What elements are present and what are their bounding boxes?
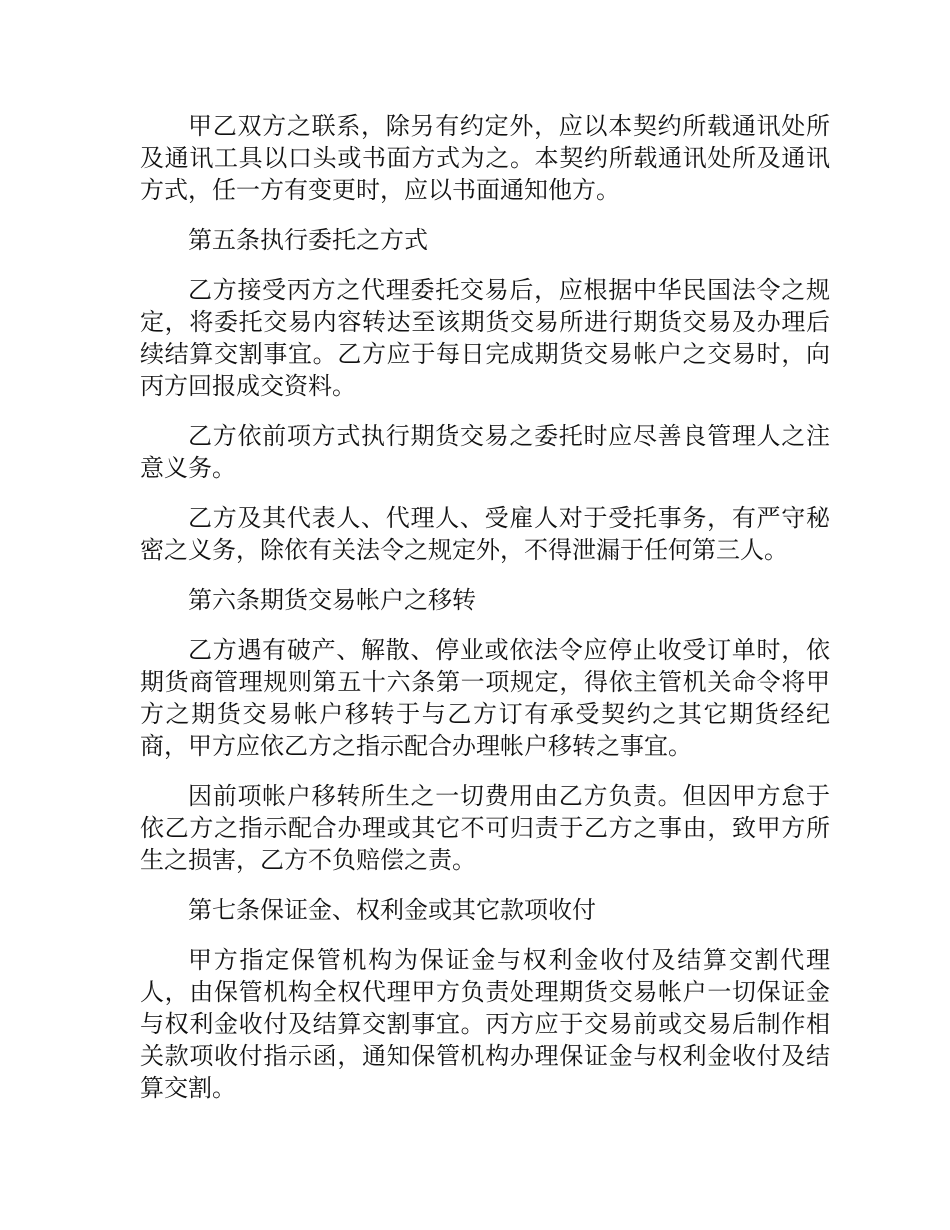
heading-article-5: 第五条执行委托之方式 bbox=[188, 226, 428, 254]
paragraph-confidentiality: 乙方及其代表人、代理人、受雇人对于受托事务，有严守秘密之义务，除依有关法令之规定外，不得泄漏于任何第三人。 bbox=[140, 504, 830, 564]
paragraph-contact: 甲乙双方之联系，除另有约定外，应以本契约所载通讯处所及通讯工具以口头或书面方式为之。本契约所载通讯处所及通讯方式，任一方有变更时，应以书面通知他方。 bbox=[140, 112, 830, 204]
paragraph-custodian: 甲方指定保管机构为保证金与权利金收付及结算交割代理人，由保管机构全权代理甲方负责处理期货交易帐户一切保证金与权利金收付及结算交割事宜。丙方应于交易前或交易后制作相关款项收付指示函，通知保管机构办理保证金与权利金收付及结算交割。 bbox=[140, 946, 830, 1102]
paragraph-account-transfer: 乙方遇有破产、解散、停业或依法令应停止收受订单时，依期货商管理规则第五十六条第一项规定，得依主管机关命令将甲方之期货交易帐户移转于与乙方订有承受契约之其它期货经纪商，甲方应依乙方之指示配合办理帐户移转之事宜。 bbox=[140, 636, 830, 760]
heading-article-6: 第六条期货交易帐户之移转 bbox=[188, 586, 476, 614]
paragraph-transfer-costs: 因前项帐户移转所生之一切费用由乙方负责。但因甲方怠于依乙方之指示配合办理或其它不可归责于乙方之事由，致甲方所生之损害，乙方不负赔偿之责。 bbox=[140, 782, 830, 874]
document-body bbox=[140, 110, 830, 1122]
paragraph-duty-of-care: 乙方依前项方式执行期货交易之委托时应尽善良管理人之注意义务。 bbox=[140, 422, 830, 482]
heading-article-7: 第七条保证金、权利金或其它款项收付 bbox=[188, 896, 596, 924]
paragraph-delegation: 乙方接受丙方之代理委托交易后，应根据中华民国法令之规定，将委托交易内容转达至该期货交易所进行期货交易及办理后续结算交割事宜。乙方应于每日完成期货交易帐户之交易时，向丙方回报成交资料。 bbox=[140, 276, 830, 400]
